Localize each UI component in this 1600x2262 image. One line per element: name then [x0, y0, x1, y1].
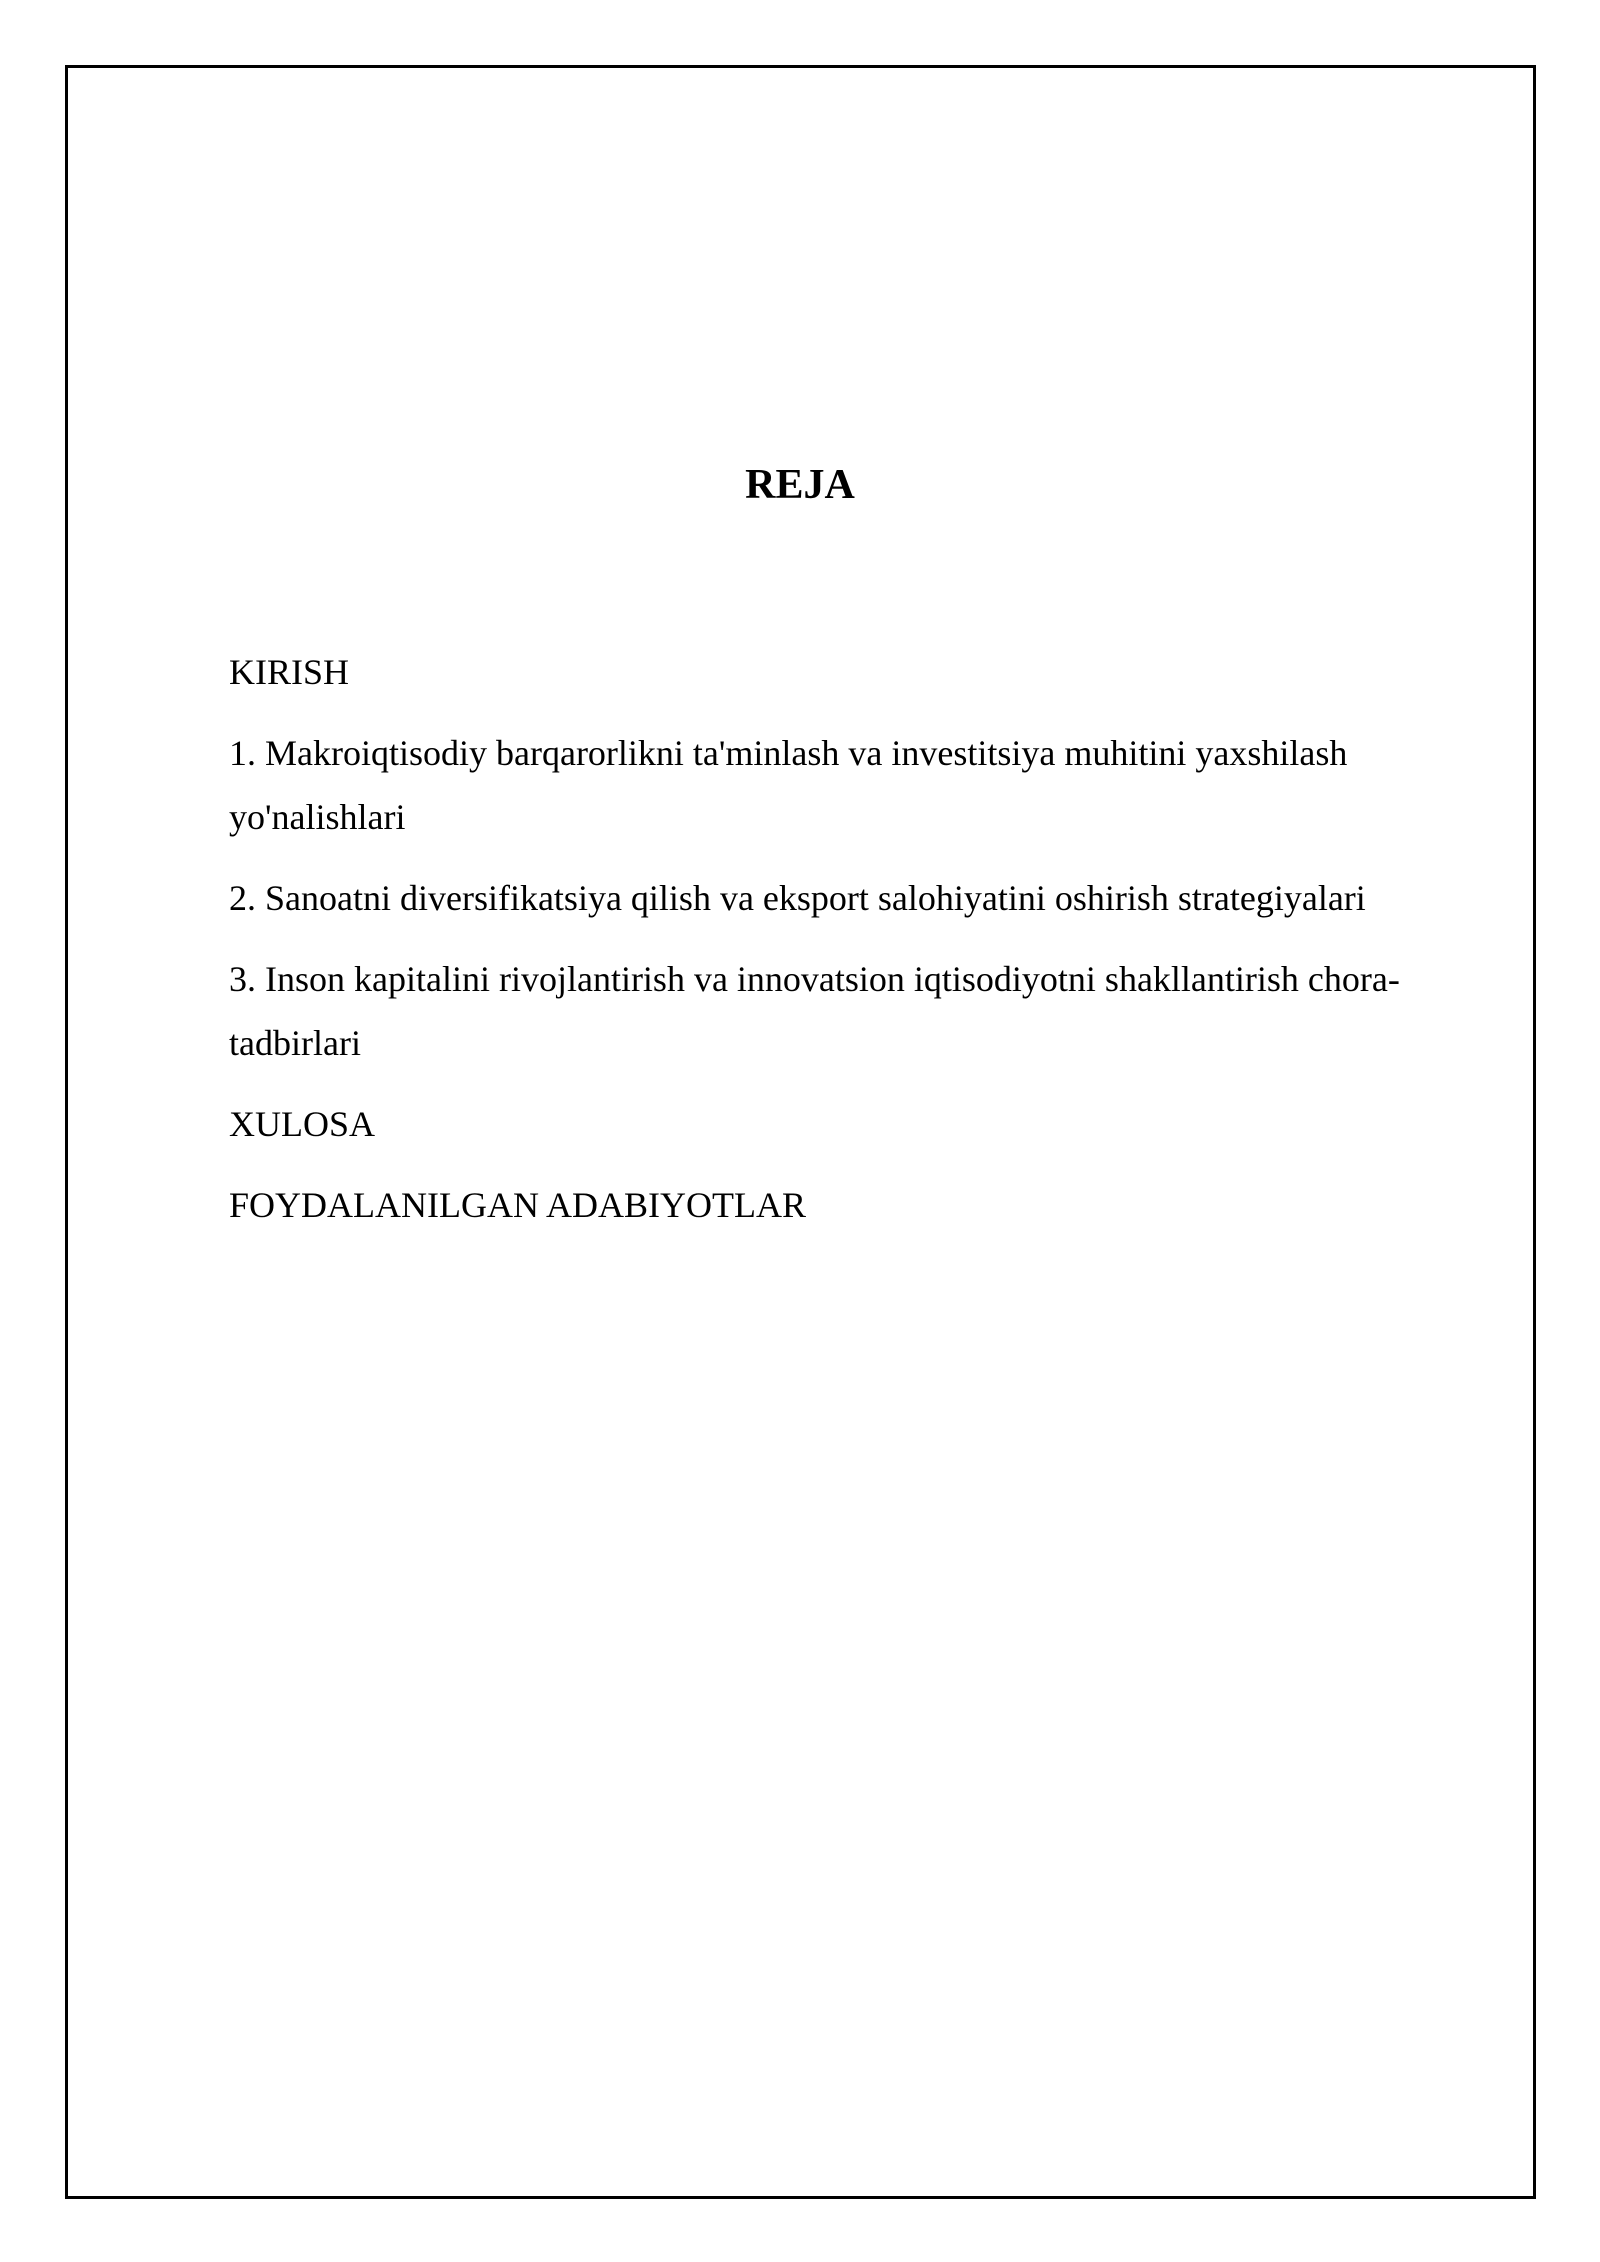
toc-item-chapter-2: 2. Sanoatni diversifikatsiya qilish va eksport salohiyatini oshirish strategiyalari [229, 878, 1366, 918]
table-of-contents [229, 640, 1469, 1254]
toc-item-chapter-3: 3. Inson kapitalini rivojlantirish va innovatsion iqtisodiyotni shakllantirish chora-tadbirlari [229, 959, 1400, 1063]
toc-item-conclusion: XULOSA [229, 1104, 376, 1144]
toc-item-intro: KIRISH [229, 652, 350, 692]
toc-item-chapter-1: 1. Makroiqtisodiy barqarorlikni ta'minlash va investitsiya muhitini yaxshilash yo'nalishlari [229, 733, 1348, 837]
page-title: REJA [745, 462, 855, 508]
toc-item-references: FOYDALANILGAN ADABIYOTLAR [229, 1185, 806, 1225]
